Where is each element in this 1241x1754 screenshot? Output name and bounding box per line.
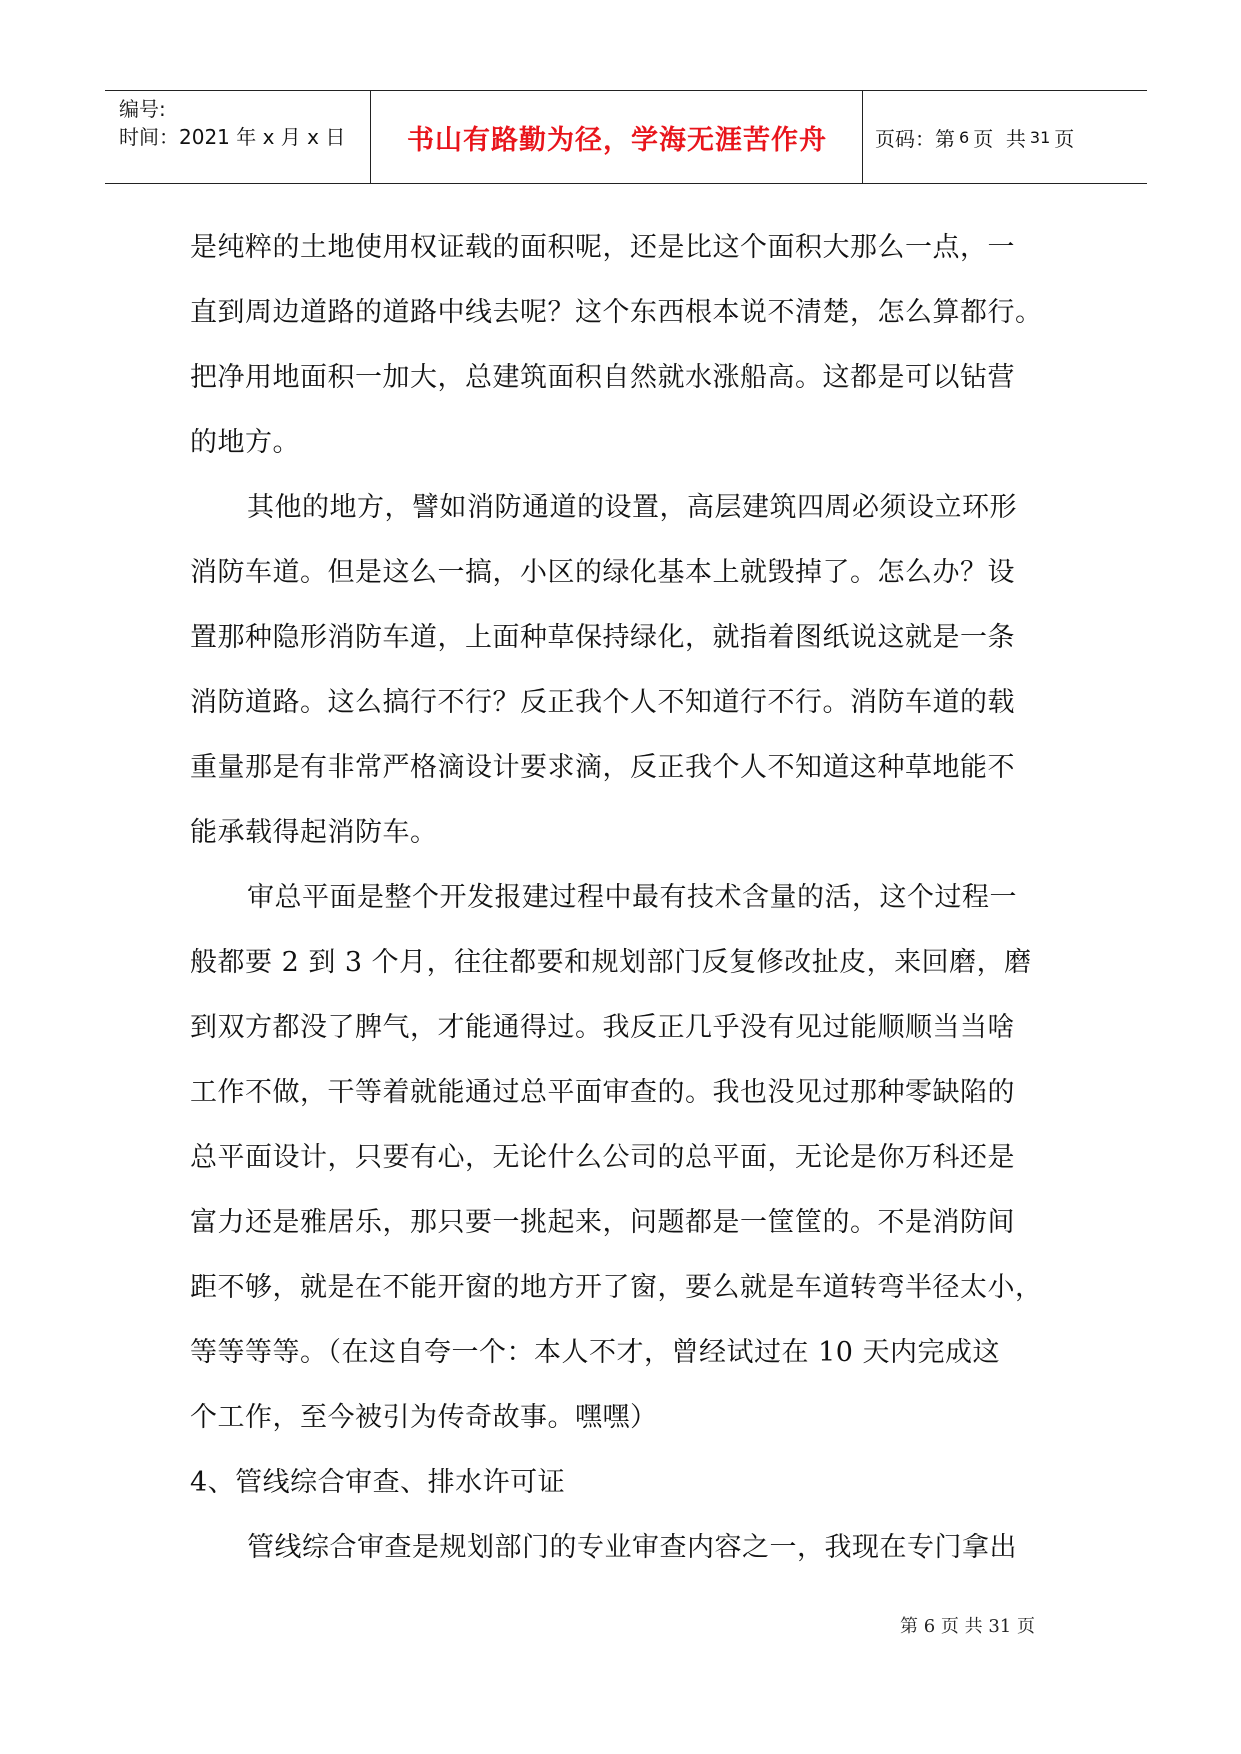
text-line: 的地方。	[190, 427, 300, 458]
text-line: 距不够，就是在不能开窗的地方开了窗，要么就是车道转弯半径太小，	[190, 1272, 1043, 1303]
text-line: 消防车道。但是这么一搞，小区的绿化基本上就毁掉了。怎么办？设	[190, 557, 1015, 588]
document-number-label: 编号:	[119, 97, 166, 121]
text-line: 富力还是雅居乐，那只要一挑起来，问题都是一筐筐的。不是消防间	[190, 1207, 1015, 1238]
page-total: 31	[1029, 127, 1051, 147]
text-line: 置那种隐形消防车道，上面种草保持绿化，就指着图纸说这就是一条	[190, 622, 1015, 653]
text-line: 到双方都没了脾气，才能通得过。我反正几乎没有见过能顺顺当当啥	[190, 1012, 1015, 1043]
text-line: 个工作，至今被引为传奇故事。嘿嘿）	[190, 1402, 658, 1433]
header-page-indicator	[875, 91, 1074, 183]
text-line: 工作不做，干等着就能通过总平面审查的。我也没见过那种零缺陷的	[190, 1077, 1015, 1108]
text-line: 般都要 2 到 3 个月，往往都要和规划部门反复修改扯皮，来回磨，磨	[190, 947, 1032, 978]
section-heading: 4、管线综合审查、排水许可证	[190, 1467, 566, 1498]
header-meta	[119, 95, 345, 151]
text-line: 是纯粹的土地使用权证载的面积呢，还是比这个面积大那么一点，一	[190, 232, 1015, 263]
document-body	[190, 215, 1070, 1580]
page-suffix: 页	[1054, 126, 1075, 151]
text-line: 总平面设计，只要有心，无论什么公司的总平面，无论是你万科还是	[190, 1142, 1015, 1173]
text-line: 其他的地方，譬如消防通道的设置，高层建筑四周必须设立环形	[247, 492, 1017, 523]
text-line: 审总平面是整个开发报建过程中最有技术含量的活，这个过程一	[247, 882, 1017, 913]
document-time-label: 时间：2021 年 x 月 x 日	[119, 125, 346, 149]
text-line: 管线综合审查是规划部门的专业审查内容之一，我现在专门拿出	[247, 1532, 1017, 1563]
page-header	[105, 90, 1147, 184]
text-line: 消防道路。这么搞行不行？反正我个人不知道行不行。消防车道的载	[190, 687, 1015, 718]
page-footer: 第 6 页 共 31 页	[900, 1616, 1035, 1637]
text-line: 重量那是有非常严格滴设计要求滴，反正我个人不知道这种草地能不	[190, 752, 1015, 783]
text-line: 能承载得起消防车。	[190, 817, 438, 848]
text-line: 把净用地面积一加大，总建筑面积自然就水涨船高。这都是可以钻营	[190, 362, 1015, 393]
page-mid: 页 共	[973, 126, 1026, 151]
header-divider	[862, 91, 863, 183]
text-line: 直到周边道路的道路中线去呢？这个东西根本说不清楚，怎么算都行。	[190, 297, 1043, 328]
page-current: 6	[959, 127, 970, 147]
header-motto: 书山有路勤为径，学海无涯苦作舟	[407, 124, 827, 156]
header-divider	[370, 91, 371, 183]
page-prefix: 页码：第	[875, 126, 955, 151]
text-line: 等等等等。（在这自夸一个：本人不才，曾经试过在 10 天内完成这	[190, 1337, 1001, 1368]
